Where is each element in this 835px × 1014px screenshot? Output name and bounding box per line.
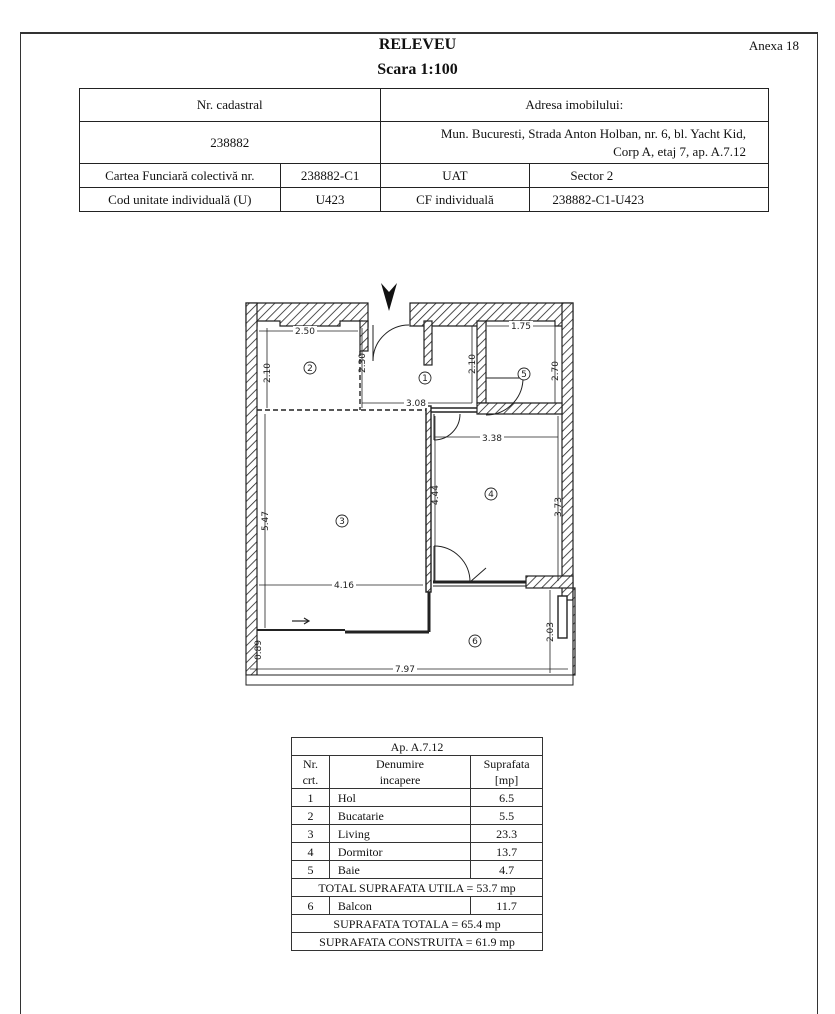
cf-individual-value: 238882-C1-U423 (530, 188, 769, 212)
row-name: Hol (329, 789, 470, 807)
dim-bath-width: 1.75 (510, 322, 532, 332)
room-number-1: 1 (422, 374, 428, 384)
room-number-3: 3 (339, 517, 345, 527)
unit-code-value: U423 (280, 188, 380, 212)
dim-bedroom-wall: 4.44 (431, 484, 441, 506)
uat-label: UAT (380, 164, 530, 188)
room-number-5: 5 (521, 370, 527, 380)
row-nr: 3 (292, 825, 330, 843)
dim-hall-width: 3.08 (405, 399, 427, 409)
row-area: 5.5 (471, 807, 543, 825)
dim-balcony-depth-right: 2.03 (546, 621, 556, 643)
total-area: SUPRAFATA TOTALA = 65.4 mp (292, 915, 543, 933)
row-nr: 1 (292, 789, 330, 807)
dim-bath-depth: 2.10 (468, 353, 478, 375)
rooms-area-table (291, 737, 543, 951)
address-line-1: Mun. Bucuresti, Strada Anton Holban, nr. 6, bl. Yacht Kid, (440, 125, 746, 141)
room-number-4: 4 (488, 490, 494, 500)
uat-value: Sector 2 (530, 164, 769, 188)
document-title: RELEVEU (378, 36, 457, 53)
door-swings (373, 325, 523, 582)
row-name: Baie (329, 861, 470, 879)
dim-balcony-width: 7.97 (394, 665, 416, 675)
header-nr-line2: crt. (302, 773, 319, 787)
dim-bath-height: 2.70 (551, 360, 561, 382)
balcony-area: 11.7 (471, 897, 543, 915)
row-area: 23.3 (471, 825, 543, 843)
address-line-2: Corp A, etaj 7, ap. A.7.12 (613, 143, 746, 159)
address-label: Adresa imobilului: (380, 89, 768, 122)
cadastral-value: 238882 (80, 122, 381, 164)
cf-collective-value: 238882-C1 (280, 164, 380, 188)
dim-bedroom-width: 3.38 (481, 434, 503, 444)
dim-living-width: 4.16 (333, 581, 355, 591)
dimension-labels (254, 321, 564, 675)
apartment-title: Ap. A.7.12 (292, 738, 543, 756)
table-row (292, 789, 543, 807)
row-area: 13.7 (471, 843, 543, 861)
interior-partitions (246, 406, 573, 685)
cf-collective-label: Cartea Funciară colectivă nr. (80, 164, 281, 188)
table-row (292, 807, 543, 825)
scale-label: Scara 1:100 (377, 61, 458, 78)
header-nr-line1: Nr. (302, 757, 318, 771)
entrance-arrow-icon (381, 283, 397, 311)
header-area-line1: Suprafata (483, 757, 530, 771)
table-row (292, 861, 543, 879)
property-info-table (79, 88, 769, 212)
row-nr: 4 (292, 843, 330, 861)
header-area-line2: [mp] (494, 773, 519, 787)
dim-bedroom-depth: 3.73 (554, 496, 564, 518)
cf-individual-label: CF individuală (380, 188, 530, 212)
row-area: 4.7 (471, 861, 543, 879)
table-row (292, 897, 543, 915)
cadastral-label: Nr. cadastral (80, 89, 381, 122)
dim-living-depth: 5.47 (261, 510, 271, 532)
row-name: Living (329, 825, 470, 843)
built-area: SUPRAFATA CONSTRUITA = 61.9 mp (292, 933, 543, 951)
dim-kitchen-depth: 2.10 (263, 362, 273, 384)
dim-hall-depth: 2.30 (358, 352, 368, 374)
balcony-name: Balcon (329, 897, 470, 915)
room-number-6: 6 (472, 637, 478, 647)
row-nr: 2 (292, 807, 330, 825)
balcony-nr: 6 (292, 897, 330, 915)
row-nr: 5 (292, 861, 330, 879)
header-area (471, 756, 543, 789)
sliding-door-arrow-icon (292, 618, 309, 624)
unit-code-label: Cod unitate individuală (U) (80, 188, 281, 212)
open-space-boundaries (257, 351, 426, 410)
row-name: Dormitor (329, 843, 470, 861)
header-nr (292, 756, 330, 789)
header-name-line2: incapere (379, 773, 421, 787)
row-name: Bucatarie (329, 807, 470, 825)
annex-label: Anexa 18 (748, 38, 799, 53)
total-useful-area: TOTAL SUPRAFATA UTILA = 53.7 mp (292, 879, 543, 897)
header-name-line1: Denumire (376, 757, 424, 771)
dim-balcony-depth-left: 0.89 (254, 639, 264, 661)
table-row (292, 825, 543, 843)
floor-plan-drawing (240, 278, 580, 688)
address-value (380, 122, 768, 164)
row-area: 6.5 (471, 789, 543, 807)
room-number-2: 2 (307, 364, 313, 374)
table-row (292, 843, 543, 861)
header-room-name (329, 756, 470, 789)
dim-kitchen-width: 2.50 (294, 327, 316, 337)
exterior-walls (246, 303, 575, 675)
